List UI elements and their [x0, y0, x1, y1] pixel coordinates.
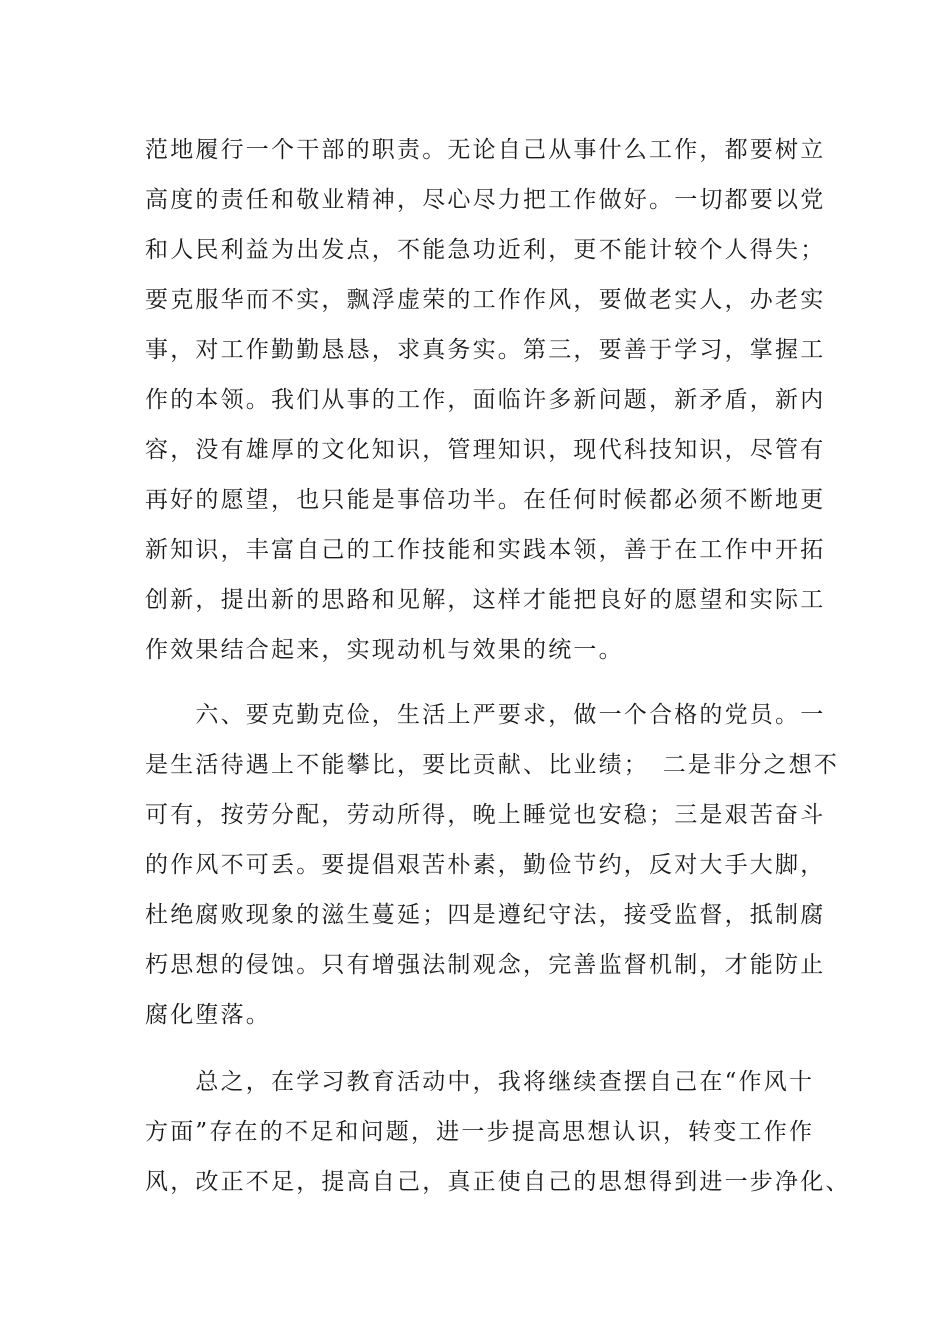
- text-line-13: 是生活待遇上不能攀比，要比贡献、比业绩； 二是非分之想不: [145, 752, 840, 778]
- text-line-4: 要克服华而不实，飘浮虚荣的工作作风，要做老实人，办老实: [145, 287, 826, 313]
- text-line-5: 事，对工作勤勤恳恳，求真务实。第三，要善于学习，掌握工: [145, 337, 826, 363]
- text-line-3: 和人民利益为出发点，不能急功近利，更不能计较个人得失；: [145, 237, 826, 263]
- text-line-11: 作效果结合起来，实现动机与效果的统一。: [145, 637, 624, 663]
- text-line-19: 总之，在学习教育活动中，我将继续查摆自己在“作风十: [145, 1069, 815, 1095]
- text-line-12: 六、要克勤克俭，生活上严要求，做一个合格的党员。一: [145, 702, 826, 728]
- text-line-10: 创新，提出新的思路和见解，这样才能把良好的愿望和实际工: [145, 587, 826, 613]
- text-line-6: 作的本领。我们从事的工作，面临许多新问题，新矛盾，新内: [145, 387, 826, 413]
- text-line-16: 杜绝腐败现象的滋生蔓延；四是遵纪守法，接受监督，抵制腐: [145, 902, 826, 928]
- text-line-15: 的作风不可丢。要提倡艰苦朴素，勤俭节约，反对大手大脚，: [145, 852, 826, 878]
- text-line-1: 范地履行一个干部的职责。无论自己从事什么工作，都要树立: [145, 137, 826, 163]
- text-line-2: 高度的责任和敬业精神，尽心尽力把工作做好。一切都要以党: [145, 187, 826, 213]
- text-line-17: 朽思想的侵蚀。只有增强法制观念，完善监督机制，才能防止: [145, 952, 826, 978]
- text-line-20: 方面”存在的不足和问题，进一步提高思想认识，转变工作作: [145, 1119, 815, 1145]
- text-line-14: 可有，按劳分配，劳动所得，晚上睡觉也安稳；三是艰苦奋斗: [145, 802, 826, 828]
- text-line-7: 容，没有雄厚的文化知识，管理知识，现代科技知识，尽管有: [145, 437, 826, 463]
- text-line-21: 风，改正不足，提高自己，真正使自己的思想得到进一步净化、: [145, 1169, 851, 1195]
- text-line-9: 新知识，丰富自己的工作技能和实践本领，善于在工作中开拓: [145, 537, 826, 563]
- text-line-18: 腐化堕落。: [145, 1002, 271, 1028]
- text-line-8: 再好的愿望，也只能是事倍功半。在任何时候都必须不断地更: [145, 487, 826, 513]
